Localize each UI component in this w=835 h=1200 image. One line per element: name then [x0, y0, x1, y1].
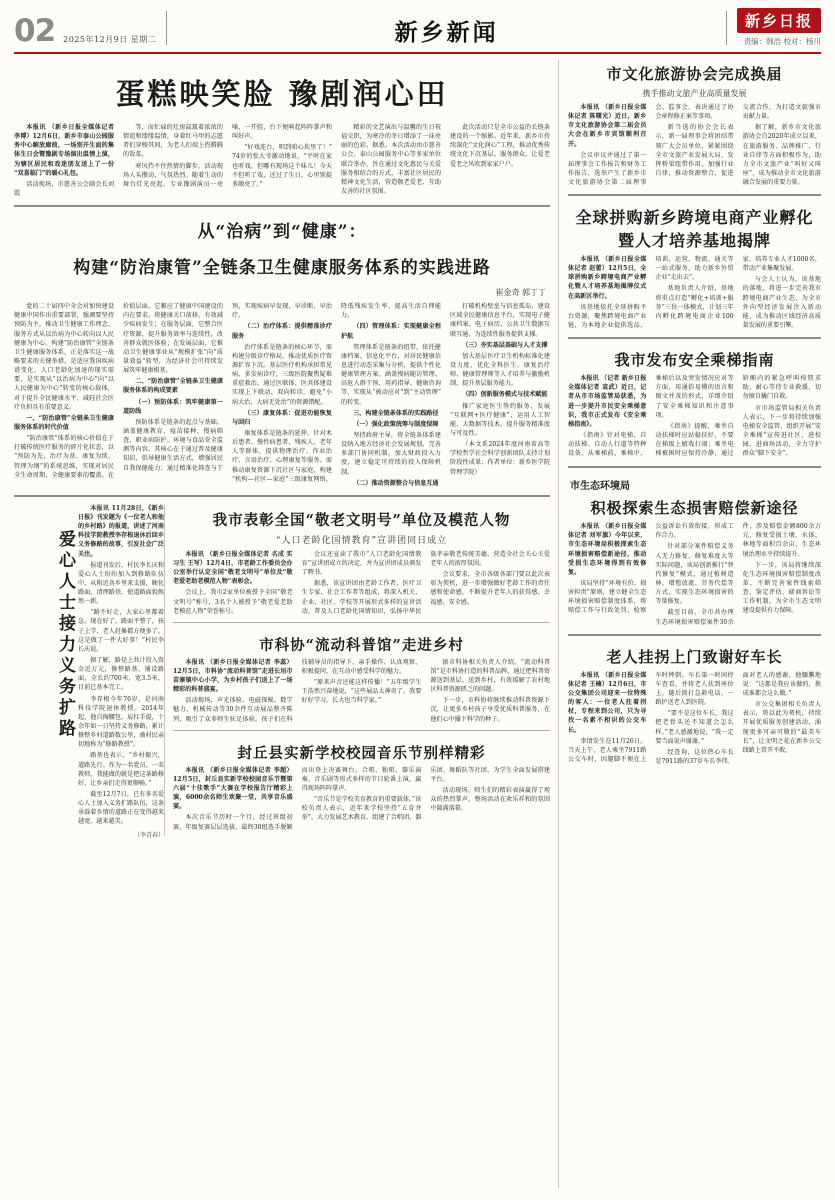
section-title-wrap: [177, 14, 716, 47]
paragraph: 市公交集团相关负责人表示，将以此为契机，持续开展优质服务创建活动，涌现更多可亲可敬的“最美车长”，让文明之花在新乡公交线路上常开不败。: [742, 701, 821, 754]
paragraph: 据市科协相关负责人介绍，“流动科普馆”是市科协打造的科普品牌，通过把科普资源送到基层、送到乡村，有效缓解了农村地区科普资源匮乏的问题。: [430, 658, 550, 694]
paragraph: 管理体系是链条的纽带，依托健康档案、信息化平台，对居民健康信息进行动态采集与分析，提供个性化健康管理方案。涵盖慢病随访管理、高危人群干预、用药指导、健康咨询等，实现从“被动应对”到“主动管理”的转变。: [341, 343, 441, 406]
paragraph: 此次活动只是全市公益的长链条建设的一个缩影。近年来，新乡市持续深化“文化润心”工程，推动优秀传统文化下沉基层、服务群众，让爱老爱老之风吹到家家户户。: [450, 124, 550, 168]
masthead-divider-2: [726, 11, 727, 45]
eco-department-label: 市生态环境局: [570, 481, 630, 493]
paragraph: 与会人士认为，该基地的落地，将进一步完善我市跨境电商产业生态，为全市外向型经济发展注入新动能，成为推动区域经济高质量发展的重要引擎。: [742, 276, 821, 330]
lead-body: [14, 123, 550, 198]
article-elevator-guide: [568, 346, 821, 459]
paragraph: 党的二十届四中全会对加快建设健康中国作出重要部署，强调要坚持预防为主，推动卫生健康工作理念、服务方式从以治病为中心转向以人民健康为中心。构建“防治康管”全链条卫生健康服务体系，正是落实这一战略要求的关键举措，是适应我国疾病谱变化、人口老龄化加速的现实需要，是实现从“以治病为中心”向“以人民健康为中心”转变的核心载体，对于提升全民健康水平、减轻社会医疗负担具有重要意义。: [14, 303, 114, 411]
lower-left-zone: [14, 504, 550, 842]
article-lead-story: [14, 60, 550, 198]
lead-headline: 蛋糕映笑脸 豫剧润心田: [115, 77, 449, 111]
paragraph: 本报讯 （新乡日报全媒体记者 李超）12月5日，封丘县实新学校校园音乐节暨第六届“十佳歌手”大赛在学校报告厅精彩上演，6000余名师生欢聚一堂，共享音乐盛宴。: [173, 766, 293, 811]
elder-body: [568, 671, 821, 766]
paragraph: 本报讯 （新乡日报全媒体记者 赵蕾）12月5日，全球拼购新乡跨境电商产业孵化暨人才培养基地揭牌仪式在高新区举行。: [568, 256, 647, 300]
newspaper-logo: 新乡日报: [737, 8, 821, 33]
paragraph: “好戏连台，唱到咱心坎里了！”74岁的张大爷激动地说，“平时在家也听戏，但哪有现场这个味儿！今天不但听了戏，还过了生日，心里别提多敞亮了。”: [232, 144, 332, 188]
paragraph: 活动现场，声光体验、电磁探秘、数学魅力、机械传动等30余件互动展品整齐陈列，吸引了众多师生驻足体验。孩子们在科技辅导员的指导下，亲手操作、认真观察、积极提问，在互动中感受科学的魅力。: [173, 658, 422, 723]
elevator-headline: 我市发布安全乘梯指南: [614, 351, 775, 370]
paragraph: 截至12月7日，已有多名爱心人士加入义务扩路队伍，这条承载着乡情的道路正在变得越来越宽、越来越美。: [78, 791, 164, 826]
paragraph: 下一步，该局将继续深化生态环境损害赔偿制度改革，不断完善案件线索筛查、鉴定评估、磋商诉讼等工作机制，为全市生态文明建设提供有力保障。: [742, 561, 821, 615]
divider: [173, 730, 550, 731]
page-number: 02: [14, 13, 56, 49]
section-heading: 三、构建全链条体系的实践路径: [353, 409, 439, 417]
paragraph: 下一步，市科协将继续推动科普资源下沉，让更多乡村孩子享受优质科普服务，在他们心中播下科学的种子。: [430, 697, 550, 723]
paragraph: 本报讯 11月28日，《新乡日报》刊发题为《一位老人和他的乡村路》的报道，讲述了河南科技学院教授李存根退休后回乡义务修路的故事，引发社会广泛关注。: [78, 504, 164, 558]
section-heading: （三）夯实基层基础与人才支撑: [462, 341, 548, 349]
paragraph: 据了解，路径上共计投入资金近万元，修整路基、铺设路面，全长约700米，宽3.5米，目前已基本完工。: [78, 657, 164, 692]
paragraph: 《指南》提醒，乘坐自动扶梯时应站稳扶好，不要在梯级上嬉戏打闹；乘坐电梯被困时应保持冷静，通过轿厢内的紧急呼叫按钮求助，耐心等待专业救援，切勿擅自撬门自救。: [655, 375, 821, 458]
elevator-body: [568, 374, 821, 459]
culture-body: [568, 103, 821, 187]
paragraph: 寒风挡不住热情的脚步，活动现场人头攒动、气氛热烈。随着生动的舞台灯光亮起，专业豫剧演员一亮嗓、一开腔，台下便响起阵阵掌声和叫好声。: [123, 124, 332, 188]
honor-subhead: “人口老龄化国情教育”宣讲团同日成立: [275, 535, 448, 546]
paragraph: 李存根今年76岁，是河南科技学院退休教授。2014年起，他自掏腰包、肩扛手提，十余年如一日坚持义务修路，累计修整乡村道路数公里，被村民亲切地称为“修路教授”。: [78, 695, 164, 749]
article-cross-border-ecommerce: [568, 203, 821, 330]
publication-date: 2025年12月9日 星期二: [63, 35, 157, 44]
feature-byline: 崔金奇 郭丁丁: [495, 288, 546, 298]
article-eco-compensation: [568, 475, 821, 627]
section-heading: 一、“防治康管”全链条卫生健康服务体系的时代价值: [14, 414, 114, 431]
paragraph: 治疗体系是链条的核心环节，需构建分级诊疗格局，推动优质医疗资源扩容下沉。基层医疗机构承担常见病、多发病诊疗，三级医院聚焦疑难重症救治，通过医联体、医共体建设实现上下联动、双向转诊，避免“小病大治、大病无处治”的资源错配。: [232, 343, 332, 406]
paragraph: 推广家庭医生签约服务，发展“互联网+医疗健康”，运用人工智能、大数据等技术，提升服务精准度与可及性。: [450, 402, 550, 437]
paragraph: “音乐节是学校美育教育的重要载体。”该校负责人表示，近年来学校坚持“五育并举”，大力发展艺术教育，组建了合唱团、器乐团、舞蹈队等社团，为学生全面发展搭建平台。: [301, 766, 550, 822]
paragraph: 康复体系是链条的延伸，针对术后患者、慢性病患者、残疾人、老年人等群体，提供物理治疗、作业治疗、言语治疗、心理康复等服务。需推动康复资源下沉社区与家庭，构建“机构—社区—家庭”三级康复网络，降低残疾发生率，提高生活自理能力。: [232, 303, 441, 483]
paragraph: 活动现场，市慈善公会副会长刘霞: [14, 180, 114, 197]
cross-border-body: [568, 255, 821, 330]
paragraph: 本报讯 （新乡日报全媒体记者 刘军旗）今年以来，市生态环境局积极探索生态环境损害赔偿新途径，推动受损生态环境得到有效修复。: [568, 523, 647, 576]
elder-headline: 老人挂拐上门致谢好车长: [606, 647, 783, 666]
article-science-museum: [173, 629, 550, 724]
article-signature: （李青春）: [133, 831, 164, 839]
paragraph: 据悉，该宣讲团由老龄工作者、医疗卫生专家、社会工作者等组成，将深入机关、企业、社区、学校等开展形式多样的宣讲活动，普及人口老龄化国情知识，弘扬中华民族孝亲敬老传统美德，营造全社会关心关爱老年人的浓厚氛围。: [301, 550, 550, 615]
paragraph: 坚持政府主导，将全链条体系建设纳入地方经济社会发展规划，完善多部门协同机制，加大财政投入力度，建立稳定可持续的投入保障机制。: [341, 431, 441, 476]
section-title: 新乡新闻: [394, 19, 499, 46]
section-heading: （一）强化政策统筹与制度保障: [353, 420, 439, 428]
lower-left-stack: [164, 504, 550, 836]
kexie-body: [173, 658, 550, 724]
fengqiu-body: [173, 766, 550, 832]
section-heading: （一）预防体系：筑牢健康第一道防线: [123, 398, 223, 415]
section-heading: （二）治疗体系：提供精准诊疗服务: [232, 323, 332, 340]
divider: [14, 205, 550, 207]
love-road-headline: 爱心人士接力义务扩路: [55, 529, 75, 740]
article-music-festival: [173, 737, 550, 832]
paragraph: 报道刊发后，村民李长庆和爱心人士纷纷加入到修路队伍中，从附近各乡里来支援，硬化路面、清理路基，使道路面貌焕然一新。: [78, 561, 164, 606]
masthead-divider: [166, 11, 167, 45]
paragraph: 经查询，这位热心车长是7911路的37岁车长李伟。面对老人的感谢，他腼腆地说：“这都是我应该做的，换成谁都会这么做。”: [655, 671, 821, 765]
divider: [568, 634, 821, 636]
paragraph: 打破机构壁垒与信息孤岛，建设区域全民健康信息平台，实现电子健康档案、电子病历、公共卫生数据互联互通，为连续性服务提供支撑。: [450, 303, 550, 338]
paragraph: 会议要求，全市各级各部门要以此次表彰为契机，进一步增强做好老龄工作的责任感和使命感，不断提升老年人的获得感、幸福感、安全感。: [430, 571, 550, 606]
right-column: [559, 60, 821, 1188]
paragraph: 本报讯 （记者 新乡日报全媒体记者 袁武）近日，记者从市市场监管局获悉，为进一步提升市民安全乘梯意识，我市正式发布《安全乘梯指南》。: [568, 375, 647, 428]
paragraph: 针对部分案件赔偿义务人无力修复、修复难度大等实际问题，该局创新推行“替代修复”模式，通过植树造林、增殖放流、劳务代偿等方式，实现生态环境损害的等量修复。: [655, 543, 734, 606]
paragraph: 本次音乐节历时一个月，经过班级初赛、年级复赛层层选拔，最终30组选手脱颖而出登上决赛舞台。合唱、独唱、器乐演奏、音乐剧等形式多样的节目轮番上演，赢得现场阵阵掌声。: [173, 766, 422, 831]
paragraph: 市市场监管局相关负责人表示，下一步将持续加强电梯安全监管，组织开展“安全乘梯”宣传进社区、进校园、进商场活动，全力守护群众“脚下安全”。: [742, 404, 821, 458]
article-culture-tourism: [568, 60, 821, 187]
feature-headline-line2: 构建“防治康管”全链条卫生健康服务体系的实践进路: [73, 257, 491, 278]
honor-headline: 我市表彰全国“敬老文明号”单位及模范人物: [212, 511, 511, 529]
paragraph: 本报讯 （新乡日报全媒体记者 李蕊）12月5日，市科协“流动科普馆”走进长垣市苗寨镇中心小学，为乡村孩子们送上了一场精彩的科普盛宴。: [173, 658, 293, 694]
fengqiu-headline: 封丘县实新学校校园音乐节别样精彩: [237, 744, 486, 762]
divider: [173, 622, 550, 623]
divider: [568, 337, 821, 339]
paragraph: 加大基层医疗卫生机构标准化建设力度，优化全科医生、康复治疗师、健康管理师等人才培养与激励机制，提升基层服务能力。: [450, 352, 550, 388]
paragraph: 路基也表示，“乡村振兴，道路先行。作为一名党员、一名教师，我能做的就是把这条路修好，让乡亲们走得更顺畅。”: [78, 752, 164, 787]
paragraph: 《指南》针对电梯、自动扶梯、自动人行道等特种设备，从乘梯前、乘梯中、乘梯后以及突发情况应对等方面，用通俗易懂的语言和图文并茂的形式，详细介绍了安全乘梯知识和注意事项。: [568, 375, 734, 458]
eco-body: [568, 522, 821, 627]
paragraph: 精彩的文艺演出与温馨的生日祝福交织，为寒冷的冬日增添了一抹亮丽的色彩。据悉，本次活动由市慈善公会、泰山公园服务中心等多家单位联合举办，旨在通过文化惠民与关爱服务相结合的方式，丰富社区居民的精神文化生活，营造敬老爱老、互助友善的社区氛围。: [341, 124, 441, 195]
paragraph: 该基地依托全球拼购平台资源，聚焦跨境电商产业链，为本地企业提供选品、培训、运营、物流、通关等一站式服务，助力新乡外贸企业“走出去”。: [568, 256, 734, 330]
section-heading: （二）推动资源整合与信息互通: [353, 479, 439, 487]
paragraph: 活动现场，师生们的精彩表演赢得了观众的热烈掌声，整场活动在欢乐祥和的氛围中圆满落幕。: [430, 787, 550, 813]
article-love-road: [14, 504, 164, 842]
paragraph: “防治康管”体系的核心价值在于打破传统医疗服务的碎片化状态，以“预防为先、治疗为基、康复为续、管理为纲”的系统思维，实现对居民全生命周期、全健康要素的覆盖。在价值层面，它顺应了健康中国建设的内在要求，将健康关口前移，有效减少疾病发生；在服务层面，它整合医疗资源，提升服务效率与连续性，改善群众就医体验；在发展层面，它推动卫生健康事业从“规模扩张”向“质量效益”转型，为经济社会可持续发展筑牢健康根基。: [14, 303, 223, 479]
editor-credit: 责编：韩浩 校对：杨川: [743, 37, 821, 46]
paragraph: 本报讯 （新乡日报全媒体记者 名成 实习生 王写）12月4日，市老龄工作委员会办公室举行认定全国“敬老文明号”单位及“敬老爱老助老模范人物”表彰会。: [173, 550, 293, 586]
kexie-headline: 市科协“流动科普馆”走进乡村: [259, 636, 464, 654]
left-column: [14, 60, 559, 1188]
paragraph: 会议审议并通过了第一届理事会工作报告和财务工作报告，选举产生了新乡市文化旅游协会第二届理事会、监事会，表决通过了协会章程修正案等事项。: [568, 104, 734, 187]
section-heading: （三）康复体系：促进功能恢复与回归: [232, 409, 332, 426]
page-body: [14, 60, 821, 1188]
paragraph: “原来声音还能这样传播！”五年级学生王浩然兴奋地说，“这些展品太神奇了，我要好好学习，长大也当科学家。”: [301, 679, 422, 705]
paragraph: 会议上，我市2家单位被授予全国“敬老文明号”称号，3名个人被授予“敬老爱老助老模范人物”荣誉称号。: [173, 589, 293, 615]
paragraph: 截至目前，全市共办理生态环境损害赔偿案件30余件，涉及赔偿金额800余万元，修复受损土壤、水体、林地等面积百余亩，生态环境治理水平持续提升。: [655, 523, 821, 626]
cross-border-headline: 全球拼购新乡跨境电商产业孵化暨人才培养基地揭牌: [575, 208, 814, 250]
paragraph: 据了解，新乡市文化旅游协会自2020年成立以来，在旅游服务、品牌推广、行业自律等方面积极作为，助力全市文旅产业“叫好又叫座”，成为推动全市文化旅游融合发展的重要力量。: [742, 124, 821, 187]
masthead-left: [14, 13, 157, 49]
paragraph: “要不是这位车长，我这把老骨头还不知道会怎么样。”老人感激地说，“我一定要当面说声谢谢。”: [655, 710, 734, 745]
article-elderly-honor: [173, 504, 550, 616]
divider: [14, 495, 550, 497]
masthead-right: [737, 8, 821, 47]
paragraph: 等，而忙碌的灶房氤氲着浓浓的情谊和缕缕温情，身着红马甲的志愿者们穿梭其间，为老人们端上热腾腾的饭菜。: [123, 124, 223, 159]
divider: [568, 194, 821, 196]
paragraph: 基地负责人介绍，基地将重点打造“孵化+培训+服务”三位一体模式，计划三年内孵化跨境电商企业100家，培养专业人才1000名，带动产业集聚发展。: [655, 256, 821, 320]
masthead: [14, 8, 821, 54]
honor-body: [173, 550, 550, 616]
feature-headline-line1: 从“治病”到“健康”：: [197, 222, 367, 243]
paragraph: 新当选的协会会长表示，新一届理事会将团结带领广大会员单位，紧紧围绕全市文旅产业发展大局，发挥桥梁纽带作用，加强行业自律，推动资源整合，促进交流合作，为打造文旅强市贡献力量。: [655, 104, 821, 177]
paragraph: 本报讯 （新乡日报全媒体记者 王楠）12月6日，市公交集团公司迎来一位特殊的客人：一位老人拄着拐杖，专程来到公司，只为寻找一名素不相识的公交车长。: [568, 671, 647, 734]
paragraph: 预防体系是链条的起点与基础，涵盖健康教育、疫苗接种、慢病筛查、职业病防护、环境与食品安全监测等内容。其核心在于通过普及健康知识、倡导健康生活方式，增强居民自我保健能力；通过精准化筛查与干预，实现疾病早发现、早诊断、早治疗。: [123, 303, 332, 472]
article-health-system: [14, 214, 550, 488]
feature-body: [14, 302, 550, 488]
paragraph: 会议还宣读了我市“人口老龄化国情教育”宣讲团成立的决定，并为宣讲团成员颁发了聘书。: [301, 550, 422, 577]
love-road-body: [78, 504, 164, 842]
paragraph: 事情发生在11月26日。当天上午，老人乘坐7911路公交车时，因腿脚不便在上车时摔倒。车长第一时间停车查看，并将老人扶到座位上，随后拨打急救电话，一路护送老人到医院。: [568, 671, 734, 763]
culture-headline: 市文化旅游协会完成换届: [606, 65, 783, 83]
paragraph: 本报讯 （新乡日报全媒体记者 陈曙光）近日，新乡市文化旅游协会第二届会员大会在新乡市宾馆顺利召开。: [568, 104, 647, 148]
culture-subhead: 携手推动文旅产业高质量发展: [642, 89, 747, 98]
paragraph: “路不好走，大家心里都着急。现在好了，路面平整了，孩子上学、老人赶集都方便多了，这是做了一件大好事！”村民李长庆说。: [78, 609, 164, 653]
article-footnote: （本文系2024年度河南省高等学校哲学社会科学创新团队支持计划阶段性成果；作者单位：新乡医学院管理学院）: [450, 441, 550, 476]
section-heading: （四）管理体系：实现健康全程护航: [341, 323, 441, 340]
section-heading: 二、“防治康管”全链条卫生健康服务体系的构成要素: [123, 378, 223, 395]
section-heading: （四）创新服务模式与技术赋能: [462, 391, 548, 399]
paragraph: 本报讯 （新乡日报全媒体记者 李博）12月6日，新乡市泰山公园服务中心解放廊前，一场别开生面的集体生日会暨豫剧专场演出温情上演，为辖区居民和戏迷朋友送上了一份“双喜临门”的暖心礼包。: [14, 124, 114, 177]
divider: [568, 466, 821, 468]
paragraph: 该局坚持“环境有价、损害担责”原则，建立健全生态环境损害赔偿制度体系，将赔偿工作与行政处罚、检察公益诉讼有效衔接，形成工作合力。: [568, 523, 734, 615]
eco-headline: 积极探索生态损害赔偿新途径: [590, 499, 799, 518]
article-elder-thanks-driver: [568, 643, 821, 766]
